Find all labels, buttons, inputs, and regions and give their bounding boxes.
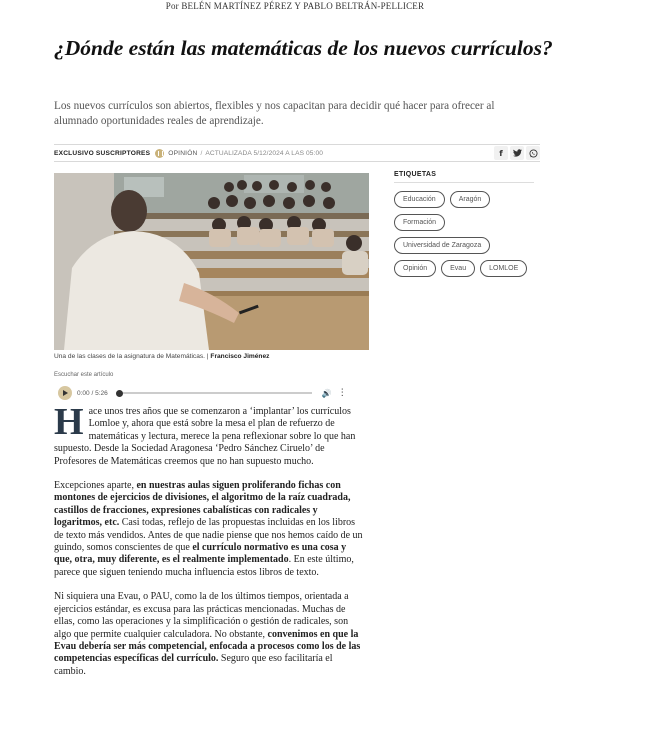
meta-separator: / [200, 149, 203, 157]
article-body [54, 401, 366, 690]
more-options-icon[interactable]: ⋮ [337, 388, 347, 398]
paragraph-2-bold-b: el currículo normativo es una cosa y que, otra, muy diferente, es el realmente implementado [54, 542, 347, 566]
byline [0, 1, 590, 11]
tag-lomloe[interactable]: LOMLOE [480, 260, 527, 277]
byline-authors[interactable]: BELÉN MARTÍNEZ PÉREZ Y PABLO BELTRÁN-PELLICER [181, 1, 425, 11]
paragraph-1-text: ace unos tres años que se comenzaron a ‘implantar’ los currículos Lomloe y, ahora que está sobre la mesa el plan de refuerzo de matemáticas y lectura, merece la pena reflexionar sobre lo que han supuesto. Desde la Sociedad Aragonesa ‘Pedro Sánchez Ciruelo’ de Profesores de Matemáticas creemos que no han supuesto mucho. [54, 406, 356, 467]
whatsapp-share-icon[interactable] [526, 146, 540, 160]
paragraph-3-bold: convenimos en que la Evau debería ser más competencial, enfocada a procesos como los de las competencias específicas del currículo. [54, 628, 361, 665]
tag-aragon[interactable]: Aragón [450, 191, 491, 208]
listen-label: Escuchar este artículo [54, 372, 114, 378]
exclusive-label: EXCLUSIVO SUSCRIPTORES [54, 149, 151, 157]
paragraph-2-text-a: Excepciones aparte, [54, 480, 137, 492]
caption-separator: | [206, 353, 209, 360]
section-link[interactable]: OPINIÓN [168, 149, 198, 157]
photo-caption [54, 353, 269, 360]
tags-heading: ETIQUETAS [394, 171, 534, 183]
paragraph-1 [54, 401, 366, 468]
paragraph-2-text-c: . En este último, parece que siguen teniendo mucha influencia estos libros de texto. [54, 554, 354, 578]
play-icon[interactable] [58, 386, 72, 400]
audio-player [58, 385, 363, 401]
audio-progress-track[interactable] [116, 392, 312, 394]
tag-opinion[interactable]: Opinión [394, 260, 436, 277]
paragraph-3-text-b: Seguro que eso facilitaría el cambio. [54, 653, 333, 677]
article-photo [54, 173, 369, 350]
share-buttons [494, 146, 540, 160]
updated-timestamp: ACTUALIZADA 5/12/2024 A LAS 05:00 [205, 149, 324, 157]
byline-prefix: Por [165, 1, 179, 11]
paragraph-2-text-b: Casi todas, reflejo de las propuestas incluidas en los libros de texto más vendidos. Antes de que nadie piense que nos hemos caído de un guindo, somos conscientes de que [54, 517, 363, 554]
caption-text: Una de las clases de la asignatura de Matemáticas. [54, 353, 206, 360]
volume-icon[interactable]: 🔊 [321, 388, 332, 398]
tag-formacion[interactable]: Formación [394, 214, 445, 231]
paragraph-3-text-a: Ni siquiera una Evau, o PAU, como la de los últimos tiempos, orientada a ejercicios estándar, es excusa para las prácticas mencionadas. Muchas de ellas, como las operaciones y la simplificación o gestión de radicales, son algo que permite cualquier calculadora. No obstante, [54, 591, 349, 640]
paragraph-2 [54, 480, 366, 579]
facebook-share-icon[interactable]: f [494, 146, 508, 160]
tag-evau[interactable]: Evau [441, 260, 475, 277]
tag-universidad-zaragoza[interactable]: Universidad de Zaragoza [394, 237, 490, 254]
photo-credit: Francisco Jiménez [210, 353, 270, 360]
drop-cap: H [54, 401, 84, 443]
article-subtitle: Los nuevos currículos son abiertos, flexibles y nos capacitan para decidir qué hacer para ofrecer al alumnado oportunidades reales de aprendizaje. [54, 100, 495, 127]
tag-educacion[interactable]: Educación [394, 191, 445, 208]
subscriber-lock-icon [155, 149, 164, 158]
paragraph-2-bold-a: en nuestras aulas siguen proliferando fichas con montones de ejercicios de divisiones, el algoritmo de la raíz cuadrada, castillos de fracciones, expresiones cabalísticas con radicales y logaritmos, etc. [54, 480, 351, 529]
paragraph-3 [54, 591, 366, 678]
article-title: ¿Dónde están las matemáticas de los nuevos currículos? [54, 36, 553, 60]
twitter-share-icon[interactable] [510, 146, 524, 160]
article-meta-bar [54, 144, 540, 162]
audio-time: 0:00 / 5:26 [77, 389, 108, 397]
audio-progress-knob[interactable] [116, 390, 123, 397]
tags-list [394, 191, 536, 277]
